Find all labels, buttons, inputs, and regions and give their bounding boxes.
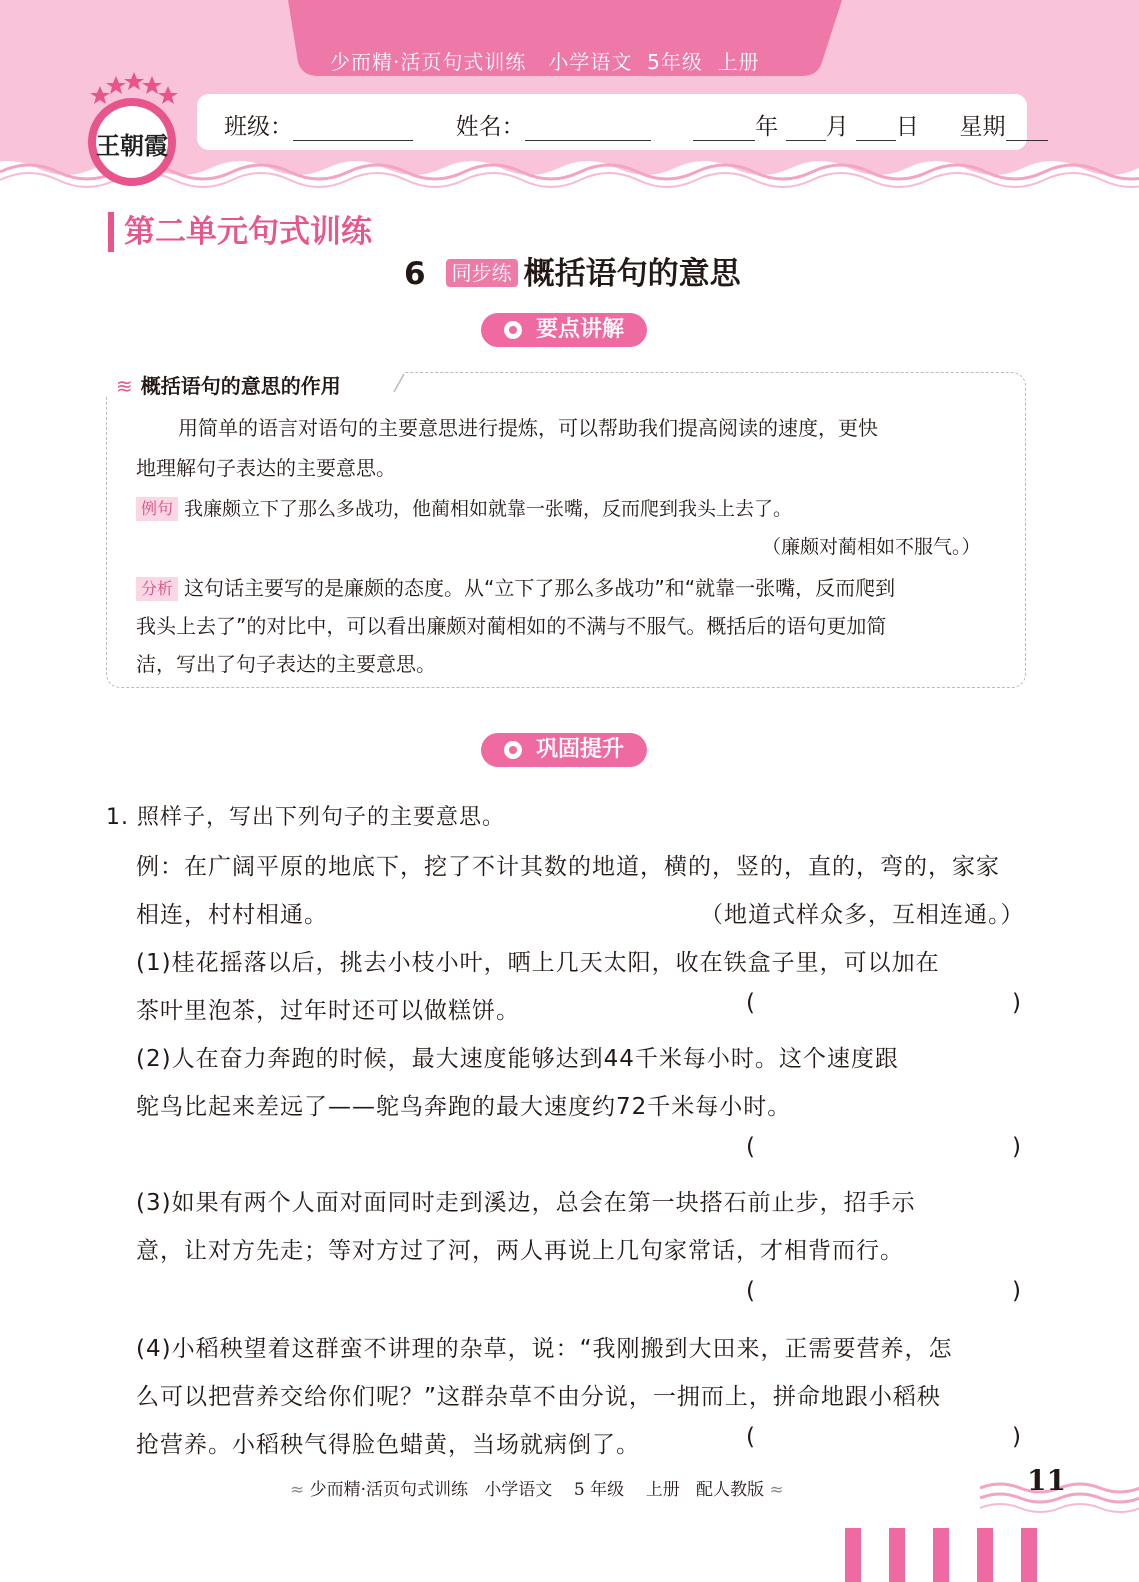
lesson-number: 6 — [404, 256, 426, 292]
logo-text: 王朝霞 — [96, 131, 168, 160]
item-3-line-1: (3)如果有两个人面对面同时走到溪边，总会在第一块搭石前止步，招手示 — [136, 1190, 916, 1216]
section-key-points: 要点讲解 — [481, 313, 647, 347]
waves-icon: ≋ — [116, 374, 133, 398]
item-2-line-2: 鸵鸟比起来差远了——鸵鸟奔跑的最大速度约72千米每小时。 — [136, 1094, 792, 1120]
unit-title: 第二单元句式训练 — [108, 212, 372, 252]
year-label: 年 — [755, 114, 779, 140]
intro-line-1: 用简单的语言对语句的主要意思进行提炼，可以帮助我们提高阅读的速度，更快 — [178, 416, 878, 440]
item-2-line-1: (2)人在奋力奔跑的时候，最大速度能够达到44千米每小时。这个速度跟 — [136, 1046, 899, 1072]
header-tab: 少而精·活页句式训练 小学语文 5年级 上册 — [330, 50, 760, 74]
answer-close-paren: ) — [1012, 990, 1021, 1016]
section-consolidation: 巩固提升 — [481, 733, 647, 767]
month-field[interactable] — [786, 118, 826, 141]
name-field[interactable] — [525, 118, 651, 141]
day-field[interactable] — [856, 118, 896, 141]
year-field[interactable] — [693, 118, 755, 141]
answer-close-paren: ) — [1012, 1278, 1021, 1304]
month-label: 月 — [825, 114, 849, 140]
item-4-line-2: 么可以把营养交给你们呢？”这群杂草不由分说，一拥而上，拼命地跟小稻秧 — [136, 1384, 941, 1410]
class-label: 班级： — [224, 114, 293, 140]
answer-field-2[interactable] — [762, 1136, 1008, 1166]
example-model-answer: （地道式样众多，互相连通。） — [700, 902, 1025, 928]
answer-close-paren: ) — [1012, 1134, 1021, 1160]
item-4-line-3: 抢营养。小稻秧气得脸色蜡黄，当场就病倒了。 — [136, 1432, 640, 1458]
weekday-label: 星期 — [959, 114, 1006, 140]
analysis-line-1: 分析 这句话主要写的是廉颇的态度。从“立下了那么多战功”和“就靠一张嘴，反而爬到 — [136, 572, 895, 601]
answer-field-1[interactable] — [762, 992, 1008, 1022]
answer-close-paren: ) — [1012, 1424, 1021, 1450]
item-3-line-2: 意，让对方先走；等对方过了河，两人再说上几句家常话，才相背而行。 — [136, 1238, 904, 1264]
example-answer: （廉颇对蔺相如不服气。） — [762, 536, 981, 558]
item-4-line-1: (4)小稻秧望着这群蛮不讲理的杂草，说：“我刚搬到大田来，正需要营养，怎 — [136, 1336, 953, 1362]
item-1-line-2: 茶叶里泡茶，过年时还可以做糕饼。 — [136, 998, 520, 1024]
analysis-line-3: 洁，写出了句子表达的主要意思。 — [136, 652, 436, 676]
intro-line-2: 地理解句子表达的主要意思。 — [136, 456, 396, 480]
brand-logo — [78, 72, 186, 190]
answer-open-paren: ( — [746, 1134, 755, 1160]
answer-field-3[interactable] — [762, 1280, 1008, 1310]
student-info-box — [197, 94, 1027, 150]
answer-open-paren: ( — [746, 990, 755, 1016]
divider-slash — [388, 372, 408, 394]
weekday-field[interactable] — [1006, 118, 1048, 141]
name-label: 姓名： — [455, 114, 525, 140]
example-line-2: 相连，村村相通。 — [136, 902, 328, 928]
lesson-tag: 同步练 — [446, 259, 518, 287]
example-line-1: 例：在广阔平原的地底下，挖了不计其数的地道，横的，竖的，直的，弯的，家家 — [136, 854, 1000, 880]
example-sentence: 例句 我廉颇立下了那么多战功，他蔺相如就靠一张嘴，反而爬到我头上去了。 — [136, 494, 792, 521]
answer-field-4[interactable] — [762, 1426, 1008, 1456]
waves-icon: ≈ — [769, 1480, 784, 1500]
item-1-line-1: (1)桂花摇落以后，挑去小枝小叶，晒上几天太阳，收在铁盒子里，可以加在 — [136, 950, 940, 976]
day-label: 日 — [895, 114, 919, 140]
footer-text: ≈ 少而精·活页句式训练 小学语文 5 年级 上册 配人教版 ≈ — [290, 1480, 784, 1500]
medal-icon — [504, 741, 522, 759]
subhead: ≋ 概括语句的意思的作用 — [116, 374, 341, 398]
page-number: 11 — [1027, 1464, 1066, 1497]
question-1-title: 1. 照样子，写出下列句子的主要意思。 — [106, 805, 505, 830]
example-tag: 例句 — [136, 497, 178, 521]
lesson-title: 概括语句的意思 — [523, 256, 741, 292]
waves-icon: ≈ — [290, 1480, 305, 1500]
class-field[interactable] — [293, 118, 413, 141]
medal-icon — [504, 321, 522, 339]
lesson-heading — [404, 254, 741, 294]
analysis-line-2: 我头上去了”的对比中，可以看出廉颇对蔺相如的不满与不服气。概括后的语句更加简 — [136, 614, 887, 638]
analysis-tag: 分析 — [136, 577, 178, 601]
answer-open-paren: ( — [746, 1424, 755, 1450]
answer-open-paren: ( — [746, 1278, 755, 1304]
